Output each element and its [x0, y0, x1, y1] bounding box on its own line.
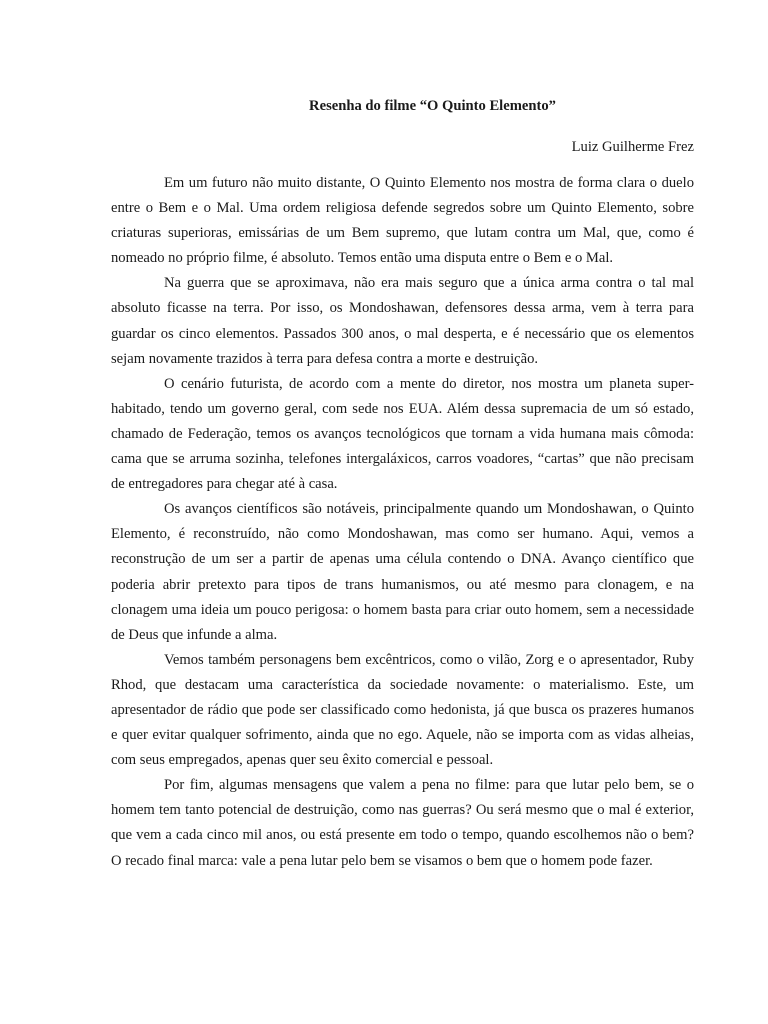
document-title: Resenha do filme “O Quinto Elemento”	[309, 98, 556, 114]
paragraph-2: Na guerra que se aproximava, não era mais seguro que a única arma contra o tal mal absoluto ficasse na terra. Por isso, os Mondoshawan, defensores dessa arma, vem à terra para guardar os cinco elementos. Passados 300 anos, o mal desperta, e é necessário que os elementos sejam novamente trazidos à terra para defesa contra a morte e destruição.	[111, 275, 694, 367]
document-body	[111, 171, 694, 874]
paragraph-3: O cenário futurista, de acordo com a mente do diretor, nos mostra um planeta super-habitado, tendo um governo geral, com sede nos EUA. Além dessa supremacia de um só estado, chamado de Federação, temos os avanços tecnológicos que tornam a vida humana mais cômoda: cama que se arruma sozinha, telefones intergaláxicos, carros voadores, “cartas” que não precisam de entregadores para chegar até à casa.	[111, 375, 694, 493]
paragraph-4: Os avanços científicos são notáveis, principalmente quando um Mondoshawan, o Quinto Elemento, é reconstruído, não como Mondoshawan, mas como ser humano. Aqui, vemos a reconstrução de um ser a partir de apenas uma célula contendo o DNA. Avanço científico que poderia abrir pretexto para tipos de trans humanismos, ou até mesmo para clonagem, e na clonagem uma ideia um pouco perigosa: o homem basta para criar outo homem, sem a necessidade de Deus que infunde a alma.	[111, 501, 694, 643]
paragraph-1: Em um futuro não muito distante, O Quinto Elemento nos mostra de forma clara o duelo entre o Bem e o Mal. Uma ordem religiosa defende segredos sobre um Quinto Elemento, sobre criaturas superioras, emissárias de um Bem supremo, que lutam contra um Mal, que, como é nomeado no próprio filme, é absoluto. Temos então uma disputa entre o Bem e o Mal.	[111, 175, 694, 267]
paragraph-6: Por fim, algumas mensagens que valem a pena no filme: para que lutar pelo bem, se o homem tem tanto potencial de destruição, como nas guerras? Ou será mesmo que o mal é exterior, que vem a cada cinco mil anos, ou está presente em todo o tempo, quando escolhemos não o bem? O recado final marca: vale a pena lutar pelo bem se visamos o bem que o homem pode fazer.	[111, 777, 694, 869]
paragraph-5: Vemos também personagens bem excêntricos, como o vilão, Zorg e o apresentador, Ruby Rhod, que destacam uma característica da sociedade novamente: o materialismo. Este, um apresentador de rádio que pode ser classificado como hedonista, já que busca os prazeres humanos e quer evitar qualquer sofrimento, ainda que no ego. Aquele, não se importa com as vidas alheias, com seus empregados, apenas quer seu êxito comercial e pessoal.	[111, 651, 694, 769]
document-page	[111, 96, 694, 874]
document-author: Luiz Guilherme Frez	[571, 139, 694, 155]
